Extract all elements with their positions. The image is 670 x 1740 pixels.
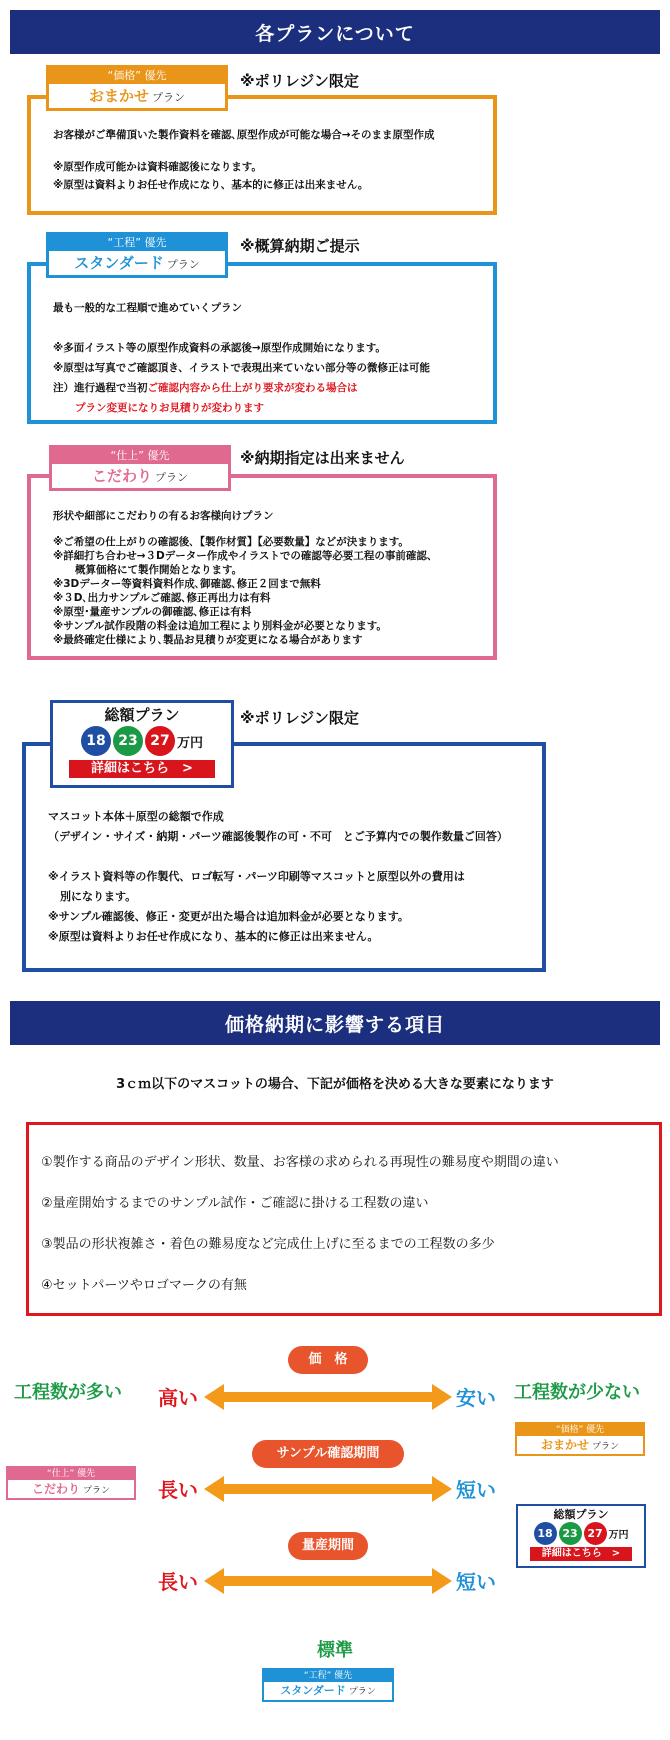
plan-standard-tag[interactable] [46,232,228,278]
row-right-value: 短い [456,1570,496,1594]
mini-tag-kodawari[interactable] [6,1466,136,1500]
factors-box [26,1122,662,1316]
plan-line: ※サンプル試作段階の料金は追加工程により別料金が必要となります。 [53,620,387,632]
price-circle: 27 [145,726,175,756]
factor-item: ④セットパーツやロゴマークの有無 [41,1278,247,1293]
plan-line: ※原型は資料よりお任せ作成になり、基本的に修正は出来ません。 [48,930,379,943]
plan-kodawari-note: ※納期指定は出来ません [240,449,405,467]
price-unit: 万円 [608,1530,629,1541]
plan-line: ※サンプル確認後、修正・変更が出た場合は追加料金が必要となります。 [48,910,409,923]
left-heading: 工程数が多い [14,1382,122,1403]
plan-standard-box [27,262,497,424]
row-right-value: 短い [456,1478,496,1502]
price-circle: 18 [81,726,111,756]
tag-plan-suffix: プラン [348,1687,376,1697]
plan-omakase-note: ※ポリレジン限定 [240,72,359,90]
tag-plan-name: こだわり [31,1482,80,1496]
detail-button[interactable]: 詳細はこちら > [530,1547,632,1561]
tag-plan-suffix: プラン [83,1486,111,1496]
plan-line: マスコット本体＋原型の総額で作成 [48,810,224,823]
row-left-value: 長い [158,1570,198,1594]
section-title: 価格納期に影響する項目 [224,1013,445,1036]
double-arrow-icon [204,1474,452,1504]
price-circle: 23 [559,1522,582,1545]
plan-line: 最も一般的な工程順で進めていくプラン [53,302,242,314]
tag-plan-suffix: プラン [152,91,185,104]
row-left-value: 高い [158,1386,198,1410]
row-left-value: 長い [158,1478,198,1502]
tag-priority: “価格” 優先 [517,1424,643,1436]
plan-sogaku-badge[interactable] [50,700,234,788]
plan-line-warning: プラン変更になりお見積りが変わります [75,402,264,414]
tag-priority: “仕上” 優先 [8,1468,134,1480]
section-title: 各プランについて [255,22,415,45]
row-right-value: 安い [456,1386,496,1410]
double-arrow-icon [204,1382,452,1412]
price-circle: 23 [113,726,143,756]
section-banner-factors [10,1001,660,1045]
factor-item: ①製作する商品のデザイン形状、数量、お客様の求められる再現性の難易度や期間の違い [41,1155,559,1170]
price-unit: 万円 [176,735,203,751]
plan-kodawari-tag[interactable] [49,445,231,491]
plan-standard-note: ※概算納期ご提示 [240,237,360,255]
plan-line: 概算価格にて製作開始となります。 [75,564,243,576]
tag-plan-name: スタンダード [74,254,164,272]
mini-tag-omakase[interactable] [515,1422,645,1456]
row-label-sample: サンプル確認期間 [252,1440,404,1468]
row-label-production: 量産期間 [288,1532,368,1560]
plan-line: ※詳細打ち合わせ→３Dデーター作成やイラストでの確認等必要工程の事前確認、 [53,550,438,562]
plan-line: ※多面イラスト等の原型作成資料の承認後→原型作成開始になります。 [53,342,386,354]
tag-plan-suffix: プラン [166,258,200,271]
sogaku-title: 総額プラン [553,1508,609,1521]
plan-sogaku-note: ※ポリレジン限定 [240,709,359,727]
tag-priority: “工程” 優先 [49,235,225,251]
section-banner-plans [10,10,660,54]
factor-item: ③製品の形状複雑さ・着色の難易度など完成仕上げに至るまでの工程数の多少 [41,1237,495,1252]
tag-plan-name: スタンダード [280,1684,346,1697]
plan-omakase-box [27,95,497,215]
sogaku-title: 総額プラン [104,706,180,724]
plan-line: ※最終確定仕様により､製品お見積りが変更になる場合があります [53,634,363,646]
factor-item: ②量産開始するまでのサンプル試作・ご確認に掛ける工程数の違い [41,1196,429,1211]
plan-line: ※原型は資料よりお任せ作成になり、基本的に修正は出来ません。 [53,179,369,191]
plan-line: お客様がご準備頂いた製作資料を確認､原型作成が可能な場合→そのまま原型作成 [53,129,435,141]
plan-line: ※3Dデーター等資料資料作成､御確認､修正２回まで無料 [53,578,321,590]
mini-badge-sogaku[interactable] [516,1504,646,1568]
tag-plan-name: こだわり [91,467,152,485]
right-heading: 工程数が少ない [514,1382,640,1403]
standard-label: 標準 [317,1640,353,1661]
mini-tag-standard[interactable] [262,1668,394,1702]
tag-plan-name: おまかせ [540,1438,589,1452]
plan-line: （デザイン・サイズ・納期・パーツ確認後製作の可・不可 とご予算内での製作数量ご回答） [48,830,508,843]
plan-line-note: 注）進行過程で当初ご確認内容から仕上がり要求が変わる場合は [53,382,358,394]
tag-plan-suffix: プラン [592,1442,620,1452]
tag-priority: “工程” 優先 [264,1670,392,1682]
price-circle: 18 [534,1522,557,1545]
plan-line: ※原型･量産サンプルの御確認､修正は有料 [53,606,252,618]
plan-line: ※イラスト資料等の作製代、ロゴ転写・パーツ印刷等マスコットと原型以外の費用は [48,870,465,883]
plan-line: 形状や細部にこだわりの有るお客様向けプラン [53,510,274,522]
tag-plan-name: おまかせ [88,87,149,105]
double-arrow-icon [204,1566,452,1596]
plan-line: ※原型作成可能かは資料確認後になります。 [53,161,262,173]
detail-button[interactable]: 詳細はこちら > [69,760,215,778]
tag-plan-suffix: プラン [155,471,188,484]
plan-omakase-tag[interactable] [46,65,228,111]
plan-line: 別になります。 [60,890,137,903]
price-circle: 27 [584,1522,607,1545]
plan-line: ※３D､出力サンプルご確認､修正再出力は有料 [53,592,271,604]
row-label-price: 価 格 [288,1346,368,1374]
factors-subtitle: 3ｃｍ以下のマスコットの場合、下記が価格を決める大きな要素になります [116,1077,554,1092]
tag-priority: “価格” 優先 [49,68,225,84]
plan-line: ※ご希望の仕上がりの確認後､【製作材質】【必要数量】などが決まります。 [53,536,409,548]
plan-line: ※原型は写真でご確認頂き、イラストで表現出来ていない部分等の微修正は可能 [53,362,430,374]
plan-kodawari-box [27,474,497,660]
tag-priority: “仕上” 優先 [52,448,228,464]
